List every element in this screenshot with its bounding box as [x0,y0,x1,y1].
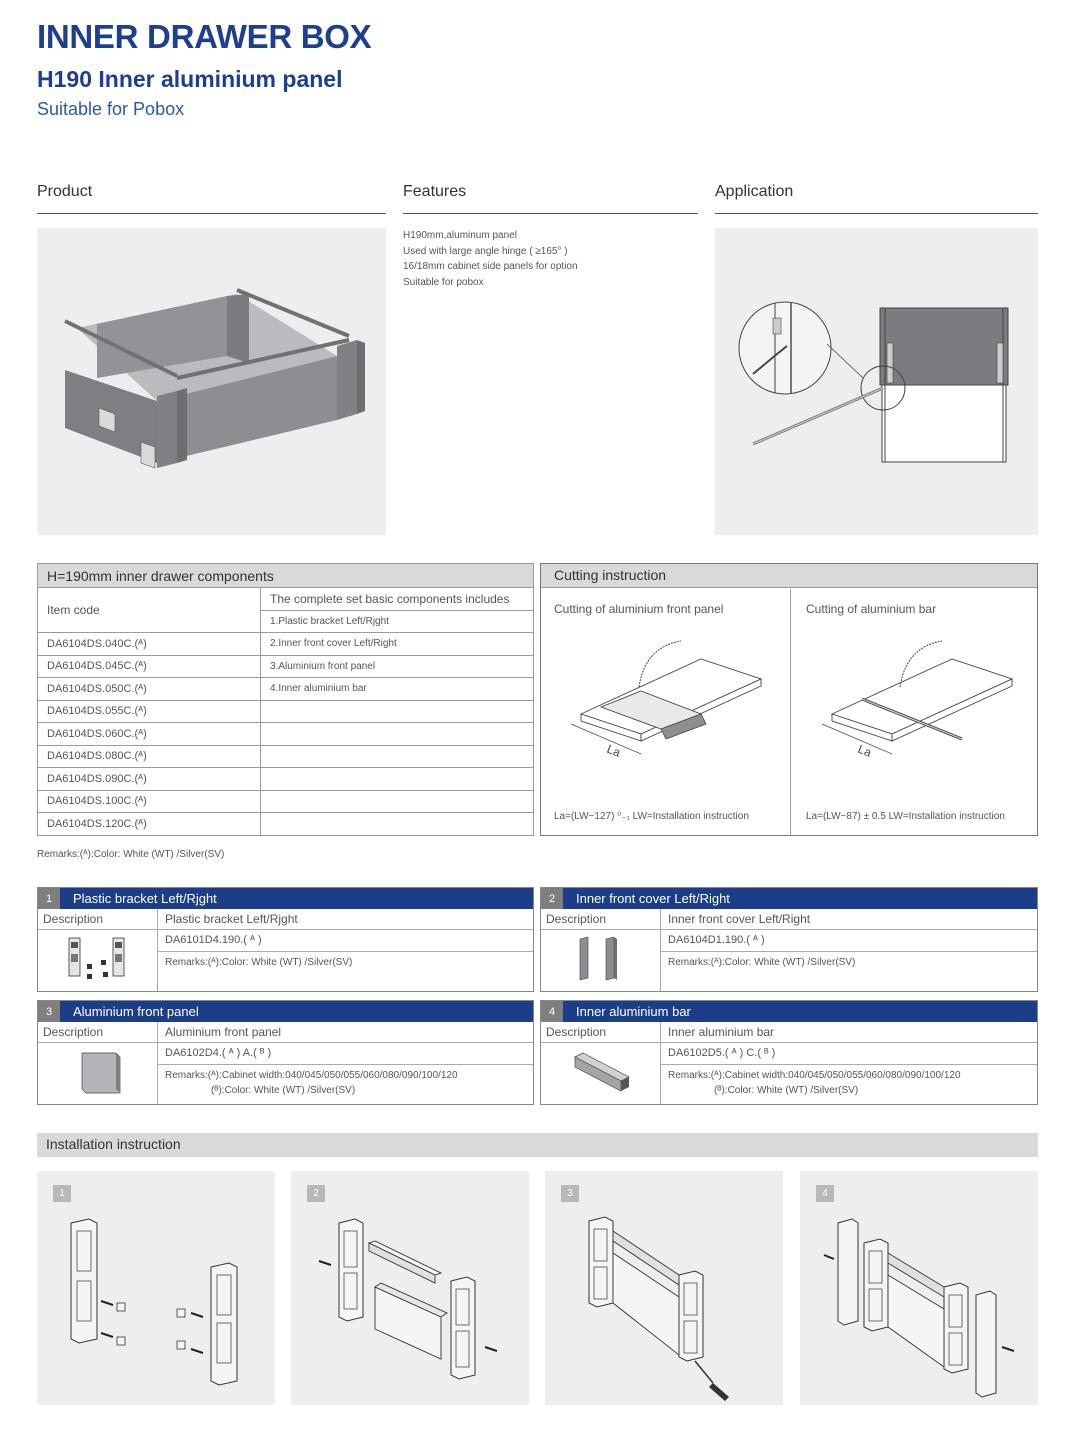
part-description: Aluminium front panel [165,1025,282,1039]
aluminium-bar-thumbnail [571,1049,636,1099]
page-tagline: Suitable for Pobox [37,99,185,119]
part-description: Inner aluminium bar [668,1025,775,1039]
application-image [715,228,1038,535]
item-code-cell: DA6104DS.100C.(ᴬ) [38,790,261,813]
product-image [37,228,386,535]
empty-cell [261,700,534,723]
part-code: DA6104D1.190.( ᴬ ) [668,934,765,946]
step-number: 2 [307,1185,325,1202]
empty-cell [261,790,534,813]
components-table-title: H=190mm inner drawer components [38,564,534,588]
part-remarks: Remarks:(ᴬ):Cabinet width:040/045/050/055/060/080/090/100/120 [668,1070,961,1081]
item-code-cell: DA6104DS.050C.(ᴬ) [38,678,261,701]
step-number: 3 [561,1185,579,1202]
part-title: Inner front cover Left/Right [576,891,730,906]
item-code-cell: DA6104DS.040C.(ᴬ) [38,633,261,656]
installation-step-3 [545,1171,783,1405]
part-header [541,888,1037,909]
part-number: 4 [541,1001,563,1022]
step-2-diagram [291,1171,529,1405]
cutting-front-panel [541,589,791,836]
part-header [38,1001,533,1022]
cutting-bar-label: Cutting of aluminium bar [806,602,937,616]
part-code: DA6102D4.( ᴬ ) A.( ᴮ ) [165,1047,272,1059]
include-cell: 3.Aluminium front panel [261,655,534,678]
dimension-label: La [604,741,623,760]
empty-cell [261,768,534,791]
step-number: 4 [816,1185,834,1202]
description-label: Description [546,912,607,926]
part-title: Inner aluminium bar [576,1004,691,1019]
front-panel-thumbnail [78,1049,128,1099]
part-card-inner-front-cover [540,887,1038,992]
page-subtitle: H190 Inner aluminium panel [37,66,343,92]
components-remarks: Remarks:(ᴬ):Color: White (WT) /Silver(SV) [37,849,225,860]
feature-item: H190mm,aluminum panel [403,230,517,241]
item-code-cell: DA6104DS.090C.(ᴬ) [38,768,261,791]
empty-cell [261,723,534,746]
installation-step-4 [800,1171,1038,1405]
include-cell: 1.Plastic bracket Left/Rjght [261,610,534,633]
item-code-cell: DA6104DS.060C.(ᴬ) [38,723,261,746]
part-header [541,1001,1037,1022]
part-code: DA6101D4.190.( ᴬ ) [165,934,262,946]
item-code-header: Item code [38,588,261,633]
product-divider [37,213,386,214]
cutting-instruction-panel [540,563,1038,836]
part-number: 1 [38,888,60,909]
drawer-illustration [37,228,386,535]
installation-title: Installation instruction [37,1133,1038,1157]
part-card-inner-aluminium-bar [540,1000,1038,1105]
part-title: Aluminium front panel [73,1004,199,1019]
feature-item: Suitable for pobox [403,276,484,288]
empty-cell [261,745,534,768]
components-table [37,563,534,836]
step-1-diagram [37,1171,275,1405]
features-heading: Features [403,183,467,200]
part-header [38,888,533,909]
dimension-label: La [855,741,874,760]
item-code-cell: DA6104DS.045C.(ᴬ) [38,655,261,678]
cutting-title: Cutting instruction [541,564,1037,588]
application-diagram [715,228,1038,535]
step-number: 1 [53,1185,71,1202]
installation-step-1 [37,1171,275,1405]
part-number: 2 [541,888,563,909]
part-remarks-secondary: (ᴮ):Color: White (WT) /Silver(SV) [714,1085,859,1096]
part-title: Plastic bracket Left/Rjght [73,891,217,906]
description-label: Description [43,912,104,926]
front-panel-cut-diagram [561,629,771,779]
features-divider [403,213,698,214]
feature-item: Used with large angle hinge ( ≥165° ) [403,245,568,257]
includes-header: The complete set basic components includes [261,588,534,611]
description-label: Description [546,1025,607,1039]
bracket-thumbnail [63,936,133,986]
step-4-diagram [800,1171,1038,1405]
description-label: Description [43,1025,104,1039]
part-card-aluminium-front-panel [37,1000,534,1105]
step-3-diagram [545,1171,783,1405]
part-remarks: Remarks:(ᴬ):Color: White (WT) /Silver(SV) [165,957,353,968]
bar-cut-diagram [812,629,1022,779]
item-code-cell: DA6104DS.120C.(ᴬ) [38,813,261,836]
cutting-front-panel-label: Cutting of aluminium front panel [554,602,724,616]
front-cover-thumbnail [576,936,626,986]
application-heading: Application [715,183,794,200]
cutting-bar-formula: La=(LW−87) ± 0.5 LW=Installation instruction [806,811,1005,822]
item-code-cell: DA6104DS.055C.(ᴬ) [38,700,261,723]
empty-cell [261,813,534,836]
part-code: DA6102D5.( ᴬ ) C.( ᴮ ) [668,1047,776,1059]
item-code-cell: DA6104DS.080C.(ᴬ) [38,745,261,768]
cutting-front-panel-formula: La=(LW−127) ⁰₋₁ LW=Installation instruction [554,811,749,822]
part-remarks: Remarks:(ᴬ):Color: White (WT) /Silver(SV) [668,957,856,968]
application-divider [715,213,1038,214]
part-number: 3 [38,1001,60,1022]
part-remarks-secondary: (ᴮ):Color: White (WT) /Silver(SV) [211,1085,356,1096]
part-card-plastic-bracket [37,887,534,992]
include-cell: 2.Inner front cover Left/Right [261,633,534,656]
include-cell: 4.Inner aluminium bar [261,678,534,701]
part-description: Inner front cover Left/Right [668,912,811,926]
product-heading: Product [37,183,93,200]
part-description: Plastic bracket Left/Rjght [165,912,298,926]
page-title: INNER DRAWER BOX [37,18,372,55]
cutting-bar [792,589,1038,836]
part-remarks: Remarks:(ᴬ):Cabinet width:040/045/050/055/060/080/090/100/120 [165,1070,458,1081]
feature-item: 16/18mm cabinet side panels for option [403,261,578,272]
features-list [403,228,578,290]
installation-step-2 [291,1171,529,1405]
